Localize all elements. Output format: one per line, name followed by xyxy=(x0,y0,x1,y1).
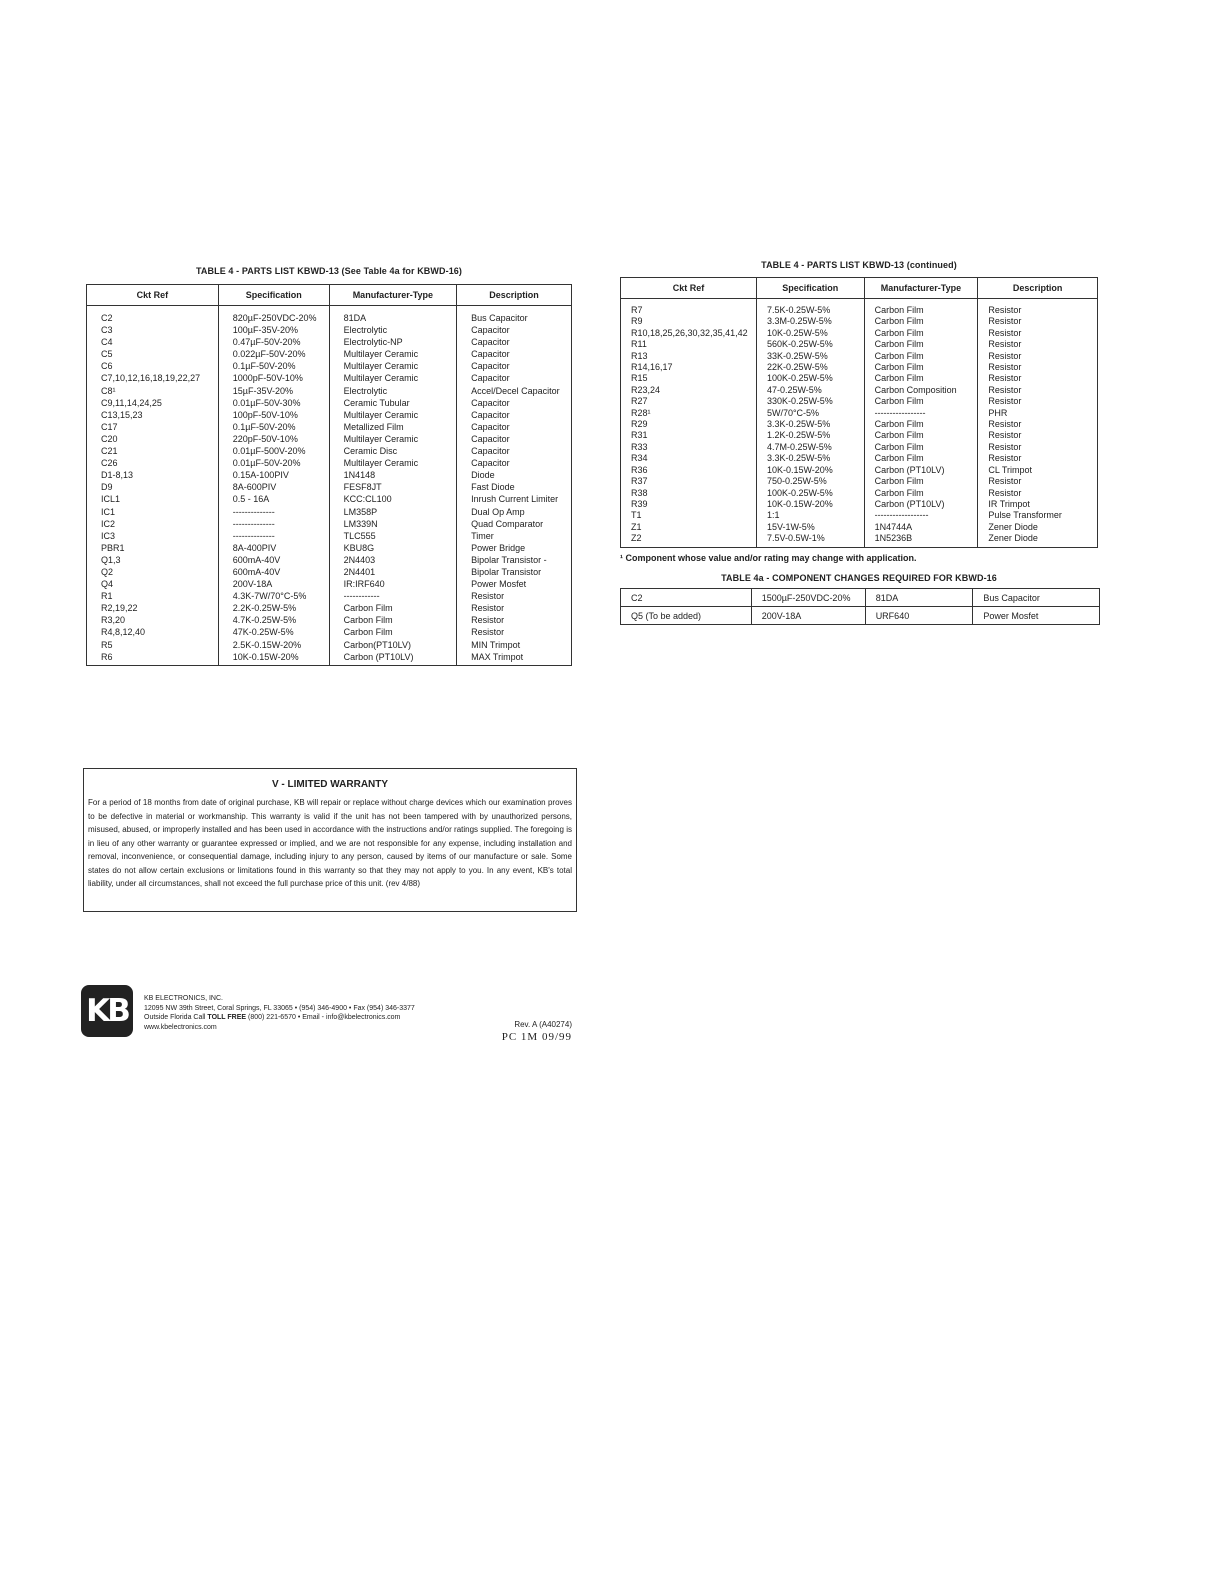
company-info xyxy=(144,994,484,1032)
table-cell: Resistor xyxy=(978,339,1098,350)
table-cell: Resistor xyxy=(978,385,1098,396)
table-cell: Capacitor xyxy=(457,348,572,360)
table-cell: 8A-400PIV xyxy=(218,542,329,554)
table-cell: Multilayer Ceramic xyxy=(329,348,456,360)
table-row xyxy=(621,339,1098,350)
table-row xyxy=(621,589,1100,607)
table-cell: 750-0.25W-5% xyxy=(756,476,864,487)
table-cell: R39 xyxy=(621,499,757,510)
table-cell: FESF8JT xyxy=(329,481,456,493)
table-cell: C9,11,14,24,25 xyxy=(87,397,219,409)
table-cell: Bipolar Transistor xyxy=(457,566,572,578)
table-row xyxy=(621,408,1098,419)
table-cell: Capacitor xyxy=(457,397,572,409)
table-cell: Power Bridge xyxy=(457,542,572,554)
table-cell: 1N5236B xyxy=(864,533,978,547)
table-cell: 1.2K-0.25W-5% xyxy=(756,430,864,441)
table-cell: MIN Trimpot xyxy=(457,639,572,651)
table-cell: 0.1µF-50V-20% xyxy=(218,360,329,372)
table-cell: Electrolytic-NP xyxy=(329,336,456,348)
table-cell: Capacitor xyxy=(457,360,572,372)
table-cell: 2N4403 xyxy=(329,554,456,566)
print-stamp: PC 1M 09/99 xyxy=(501,1031,572,1043)
table-cell: Carbon Film xyxy=(864,316,978,327)
table-cell: Resistor xyxy=(457,602,572,614)
table-cell: Fast Diode xyxy=(457,481,572,493)
table-cell: Resistor xyxy=(978,442,1098,453)
table-cell: 4.7M-0.25W-5% xyxy=(756,442,864,453)
table-row xyxy=(87,578,572,590)
table-row xyxy=(621,299,1098,317)
table-cell: Resistor xyxy=(978,419,1098,430)
table-row xyxy=(87,445,572,457)
table-cell: 81DA xyxy=(329,306,456,325)
warranty-title: V - LIMITED WARRANTY xyxy=(271,779,389,790)
table-cell: R3,20 xyxy=(87,614,219,626)
table-cell: 1000pF-50V-10% xyxy=(218,372,329,384)
table-cell: 10K-0.15W-20% xyxy=(756,465,864,476)
table-cell: TLC555 xyxy=(329,530,456,542)
table-cell: Quad Comparator xyxy=(457,518,572,530)
table-cell: R10,18,25,26,30,32,35,41,42 xyxy=(621,328,757,339)
table-cell: Q1,3 xyxy=(87,554,219,566)
table-cell: Bipolar Transistor - xyxy=(457,554,572,566)
kb-logo: KB xyxy=(81,985,133,1037)
column-header: Specification xyxy=(218,285,329,306)
table-cell: Carbon Film xyxy=(864,299,978,317)
table-row xyxy=(87,506,572,518)
tollfree-number-email: (800) 221-6570 • Email - info@kbelectronics.com xyxy=(248,1014,401,1021)
table-row xyxy=(87,493,572,505)
table-cell: Multilayer Ceramic xyxy=(329,433,456,445)
table-row xyxy=(87,409,572,421)
table-row xyxy=(621,442,1098,453)
table4-title: TABLE 4 - PARTS LIST KBWD-13 (See Table 4a for KBWD-16) xyxy=(195,266,463,276)
table-cell: 0.01µF-500V-20% xyxy=(218,445,329,457)
table-cell: IR:IRF640 xyxy=(329,578,456,590)
table-cell: R4,8,12,40 xyxy=(87,626,219,638)
table-cell: IC2 xyxy=(87,518,219,530)
table-cell: C8¹ xyxy=(87,385,219,397)
table-cell: T1 xyxy=(621,510,757,521)
table-cell: Carbon Film xyxy=(329,602,456,614)
table-cell: 0.01µF-50V-20% xyxy=(218,457,329,469)
table-cell: 47K-0.25W-5% xyxy=(218,626,329,638)
table-row xyxy=(621,465,1098,476)
table-row xyxy=(87,348,572,360)
table-cell: 3.3K-0.25W-5% xyxy=(756,453,864,464)
table-row xyxy=(621,373,1098,384)
table-cell: -------------- xyxy=(218,506,329,518)
table-cell: R34 xyxy=(621,453,757,464)
table-cell: Carbon (PT10LV) xyxy=(864,465,978,476)
table-cell: Resistor xyxy=(978,351,1098,362)
table-cell: C13,15,23 xyxy=(87,409,219,421)
table-cell: 600mA-40V xyxy=(218,554,329,566)
table-row xyxy=(87,481,572,493)
table-row xyxy=(87,530,572,542)
table-cell: Resistor xyxy=(978,396,1098,407)
table-cell: Resistor xyxy=(978,430,1098,441)
table-cell: Carbon Film xyxy=(864,476,978,487)
table-cell: Metallized Film xyxy=(329,421,456,433)
table-cell: Carbon Film xyxy=(329,626,456,638)
table-row xyxy=(87,421,572,433)
table-cell: ICL1 xyxy=(87,493,219,505)
table-cell: 10K-0.15W-20% xyxy=(218,651,329,666)
table-cell: Timer xyxy=(457,530,572,542)
column-header: Manufacturer-Type xyxy=(329,285,456,306)
footnote: ¹ Component whose value and/or rating may change with application. xyxy=(620,553,917,563)
table-cell: Carbon Film xyxy=(864,373,978,384)
table-cell: 560K-0.25W-5% xyxy=(756,339,864,350)
table-cell: Carbon(PT10LV) xyxy=(329,639,456,651)
table-cell: Multilayer Ceramic xyxy=(329,372,456,384)
table-row xyxy=(87,518,572,530)
table-cell: Electrolytic xyxy=(329,385,456,397)
table-cell: Inrush Current Limiter xyxy=(457,493,572,505)
company-name: KB ELECTRONICS, INC. xyxy=(144,995,223,1002)
table-cell: 7.5V-0.5W-1% xyxy=(756,533,864,547)
table-cell: LM358P xyxy=(329,506,456,518)
table-row xyxy=(621,351,1098,362)
table-cell: Carbon Composition xyxy=(864,385,978,396)
table-cell: 600mA-40V xyxy=(218,566,329,578)
table-cell: R14,16,17 xyxy=(621,362,757,373)
table-row xyxy=(87,602,572,614)
table-cell: MAX Trimpot xyxy=(457,651,572,666)
table-row xyxy=(87,469,572,481)
table-cell: Pulse Transformer xyxy=(978,510,1098,521)
table-cell: 2N4401 xyxy=(329,566,456,578)
table-cell: Capacitor xyxy=(457,433,572,445)
component-changes-table xyxy=(620,588,1100,625)
limited-warranty-box xyxy=(83,768,577,912)
table-cell: 100pF-50V-10% xyxy=(218,409,329,421)
table-cell: C4 xyxy=(87,336,219,348)
table-cell: 5W/70°C-5% xyxy=(756,408,864,419)
table-cell: C17 xyxy=(87,421,219,433)
table-cell: Carbon Film xyxy=(864,328,978,339)
table-cell: 15V-1W-5% xyxy=(756,522,864,533)
column-header: Description xyxy=(457,285,572,306)
table-cell: URF640 xyxy=(865,607,973,625)
table-cell: LM339N xyxy=(329,518,456,530)
table-row xyxy=(87,554,572,566)
column-header: Ckt Ref xyxy=(621,278,757,299)
table-cell: 0.15A-100PIV xyxy=(218,469,329,481)
table-row xyxy=(87,626,572,638)
table-cell: Carbon Film xyxy=(864,339,978,350)
table-cell: Capacitor xyxy=(457,409,572,421)
table-cell: 22K-0.25W-5% xyxy=(756,362,864,373)
table-cell: 2.2K-0.25W-5% xyxy=(218,602,329,614)
table-cell: 1500µF-250VDC-20% xyxy=(751,589,865,607)
table-cell: R33 xyxy=(621,442,757,453)
table-cell: 100K-0.25W-5% xyxy=(756,373,864,384)
table-cell: Capacitor xyxy=(457,324,572,336)
tollfree-prefix: Outside Florida Call xyxy=(144,1014,206,1021)
table-cell: 4.3K-7W/70°C-5% xyxy=(218,590,329,602)
table-cell: 33K-0.25W-5% xyxy=(756,351,864,362)
table4a-title: TABLE 4a - COMPONENT CHANGES REQUIRED FOR KBWD-16 xyxy=(721,573,997,583)
table-row xyxy=(87,372,572,384)
table-cell: R29 xyxy=(621,419,757,430)
table-row xyxy=(621,396,1098,407)
table-cell: IC3 xyxy=(87,530,219,542)
table-row xyxy=(621,316,1098,327)
table-cell: Dual Op Amp xyxy=(457,506,572,518)
table-cell: Capacitor xyxy=(457,445,572,457)
table-cell: R36 xyxy=(621,465,757,476)
table-cell: Capacitor xyxy=(457,457,572,469)
table-row xyxy=(621,430,1098,441)
column-header: Description xyxy=(978,278,1098,299)
table-cell: 200V-18A xyxy=(218,578,329,590)
table-row xyxy=(621,499,1098,510)
table-cell: 0.01µF-50V-30% xyxy=(218,397,329,409)
table-cell: Resistor xyxy=(978,488,1098,499)
table-cell: 3.3M-0.25W-5% xyxy=(756,316,864,327)
table-cell: KCC:CL100 xyxy=(329,493,456,505)
table-cell: 0.5 - 16A xyxy=(218,493,329,505)
table-cell: Electrolytic xyxy=(329,324,456,336)
table-cell: 820µF-250VDC-20% xyxy=(218,306,329,325)
table-cell: R6 xyxy=(87,651,219,666)
table-row xyxy=(621,453,1098,464)
table-cell: CL Trimpot xyxy=(978,465,1098,476)
table-cell: R15 xyxy=(621,373,757,384)
table-cell: PHR xyxy=(978,408,1098,419)
column-header: Specification xyxy=(756,278,864,299)
table-cell: Ceramic Tubular xyxy=(329,397,456,409)
table-cell: Resistor xyxy=(978,362,1098,373)
table-row xyxy=(621,385,1098,396)
table-row xyxy=(87,614,572,626)
table-cell: 15µF-35V-20% xyxy=(218,385,329,397)
table-cell: 47-0.25W-5% xyxy=(756,385,864,396)
table-cell: Q4 xyxy=(87,578,219,590)
table-cell: 100µF-35V-20% xyxy=(218,324,329,336)
table-cell: R9 xyxy=(621,316,757,327)
table-row xyxy=(87,397,572,409)
table-row xyxy=(87,542,572,554)
table-cell: 3.3K-0.25W-5% xyxy=(756,419,864,430)
table-cell: R13 xyxy=(621,351,757,362)
table-cell: ------------------ xyxy=(864,510,978,521)
table-cell: Resistor xyxy=(457,626,572,638)
table-cell: ----------------- xyxy=(864,408,978,419)
table-cell: Capacitor xyxy=(457,421,572,433)
table-cell: Multilayer Ceramic xyxy=(329,457,456,469)
table-row xyxy=(87,433,572,445)
table-cell: Diode xyxy=(457,469,572,481)
table-cell: Bus Capacitor xyxy=(973,589,1100,607)
table-cell: 0.022µF-50V-20% xyxy=(218,348,329,360)
revision-label: Rev. A (A40274) xyxy=(514,1020,572,1029)
column-header: Manufacturer-Type xyxy=(864,278,978,299)
table-cell: Carbon Film xyxy=(864,430,978,441)
table-cell: C26 xyxy=(87,457,219,469)
table-cell: R31 xyxy=(621,430,757,441)
table-cell: Resistor xyxy=(457,590,572,602)
table-cell: Z1 xyxy=(621,522,757,533)
table-cell: R28¹ xyxy=(621,408,757,419)
table-row xyxy=(87,566,572,578)
table-cell: R38 xyxy=(621,488,757,499)
table-cell: Resistor xyxy=(978,373,1098,384)
table-row xyxy=(87,590,572,602)
table-cell: C6 xyxy=(87,360,219,372)
table-cell: R5 xyxy=(87,639,219,651)
table-cell: 330K-0.25W-5% xyxy=(756,396,864,407)
table-cell: Capacitor xyxy=(457,372,572,384)
table-row xyxy=(621,607,1100,625)
table-cell: Accel/Decel Capacitor xyxy=(457,385,572,397)
table-cell: R7 xyxy=(621,299,757,317)
table-row xyxy=(621,419,1098,430)
table-cell: Zener Diode xyxy=(978,533,1098,547)
table-cell: 100K-0.25W-5% xyxy=(756,488,864,499)
table-row xyxy=(87,336,572,348)
table-cell: C20 xyxy=(87,433,219,445)
table-cell: Capacitor xyxy=(457,336,572,348)
table-row xyxy=(87,457,572,469)
table-cell: Power Mosfet xyxy=(457,578,572,590)
table-cell: 0.1µF-50V-20% xyxy=(218,421,329,433)
table-cell: R11 xyxy=(621,339,757,350)
table-cell: D1-8,13 xyxy=(87,469,219,481)
table-cell: Carbon Film xyxy=(864,488,978,499)
table-cell: -------------- xyxy=(218,530,329,542)
table-cell: 0.47µF-50V-20% xyxy=(218,336,329,348)
table-cell: IR Trimpot xyxy=(978,499,1098,510)
table-cell: Carbon Film xyxy=(864,351,978,362)
table-cell: 1:1 xyxy=(756,510,864,521)
table-row xyxy=(621,328,1098,339)
table-cell: Resistor xyxy=(978,453,1098,464)
table-cell: 4.7K-0.25W-5% xyxy=(218,614,329,626)
company-website: www.kbelectronics.com xyxy=(144,1023,217,1031)
table-cell: 2.5K-0.15W-20% xyxy=(218,639,329,651)
table-cell: IC1 xyxy=(87,506,219,518)
table-cell: Carbon (PT10LV) xyxy=(864,499,978,510)
table-cell: Carbon Film xyxy=(864,362,978,373)
table-cell: R2,19,22 xyxy=(87,602,219,614)
parts-table-continued xyxy=(620,277,1098,548)
table-cell: KBU8G xyxy=(329,542,456,554)
table-cell: 81DA xyxy=(865,589,973,607)
table-cell: C7,10,12,16,18,19,22,27 xyxy=(87,372,219,384)
table-cell: Carbon Film xyxy=(329,614,456,626)
table-row xyxy=(87,324,572,336)
table-cell: Multilayer Ceramic xyxy=(329,360,456,372)
table-cell: R37 xyxy=(621,476,757,487)
table-cell: R23,24 xyxy=(621,385,757,396)
table4-continued-title: TABLE 4 - PARTS LIST KBWD-13 (continued) xyxy=(761,260,957,270)
table-row xyxy=(621,488,1098,499)
warranty-text: For a period of 18 months from date of original purchase, KB will repair or replace without charge devices which our examination proves to be defective in material or workmanship. This warranty is valid if the unit has not been tampered with by unauthorized persons, misused, abused, or improperly installed and has been used in accordance with the instructions and/or ratings supplied. The foregoing is in lieu of any other warranty or guarantee expressed or implied, and we are not responsible for any expense, including installation and removal, inconvenience, or consequential damage, including injury to any person, caused by items of our manufacture or sale. Some states do not allow certain exclusions or limitations found in this warranty so that they may not apply to you. In any event, KB's total liability, under all circumstances, shall not exceed the full purchase price of this unit. (rev 4/88) xyxy=(88,798,572,888)
table-cell: Carbon Film xyxy=(864,442,978,453)
table-cell: Carbon Film xyxy=(864,453,978,464)
table-row xyxy=(87,639,572,651)
table-cell: ------------ xyxy=(329,590,456,602)
table-cell: Q2 xyxy=(87,566,219,578)
table-cell: 10K-0.25W-5% xyxy=(756,328,864,339)
table-cell: Resistor xyxy=(978,299,1098,317)
table-cell: C5 xyxy=(87,348,219,360)
company-address: 12095 NW 39th Street, Coral Springs, FL 33065 • (954) 346-4900 • Fax (954) 346-3377 xyxy=(144,1004,415,1012)
table-row xyxy=(87,360,572,372)
table-cell: Carbon Film xyxy=(864,419,978,430)
table-cell: Resistor xyxy=(457,614,572,626)
table-cell: R1 xyxy=(87,590,219,602)
table-cell: Resistor xyxy=(978,476,1098,487)
table-cell: Ceramic Disc xyxy=(329,445,456,457)
table-cell: 10K-0.15W-20% xyxy=(756,499,864,510)
tollfree-label: TOLL FREE xyxy=(207,1014,247,1021)
table-cell: 1N4148 xyxy=(329,469,456,481)
table-cell: 1N4744A xyxy=(864,522,978,533)
table-row xyxy=(87,385,572,397)
table-row xyxy=(87,306,572,325)
table-cell: 200V-18A xyxy=(751,607,865,625)
table-cell: Resistor xyxy=(978,316,1098,327)
table-cell: Z2 xyxy=(621,533,757,547)
table-row xyxy=(621,522,1098,533)
table-cell: 220pF-50V-10% xyxy=(218,433,329,445)
table-cell: Zener Diode xyxy=(978,522,1098,533)
parts-table xyxy=(86,284,572,666)
table-cell: Multilayer Ceramic xyxy=(329,409,456,421)
table-row xyxy=(621,510,1098,521)
table-cell: Carbon (PT10LV) xyxy=(329,651,456,666)
table-cell: C21 xyxy=(87,445,219,457)
column-header: Ckt Ref xyxy=(87,285,219,306)
table-cell: 7.5K-0.25W-5% xyxy=(756,299,864,317)
table-cell: C3 xyxy=(87,324,219,336)
table-row xyxy=(621,533,1098,547)
table-row xyxy=(621,476,1098,487)
table-cell: PBR1 xyxy=(87,542,219,554)
company-tollfree xyxy=(144,1013,484,1023)
table-cell: C2 xyxy=(87,306,219,325)
table-cell: Bus Capacitor xyxy=(457,306,572,325)
table-cell: Carbon Film xyxy=(864,396,978,407)
table-row xyxy=(621,362,1098,373)
table-cell: D9 xyxy=(87,481,219,493)
table-cell: Power Mosfet xyxy=(973,607,1100,625)
table-cell: C2 xyxy=(621,589,752,607)
table-cell: -------------- xyxy=(218,518,329,530)
table-cell: 8A-600PIV xyxy=(218,481,329,493)
table-cell: R27 xyxy=(621,396,757,407)
table-row xyxy=(87,651,572,666)
table-cell: Resistor xyxy=(978,328,1098,339)
table-cell: Q5 (To be added) xyxy=(621,607,752,625)
